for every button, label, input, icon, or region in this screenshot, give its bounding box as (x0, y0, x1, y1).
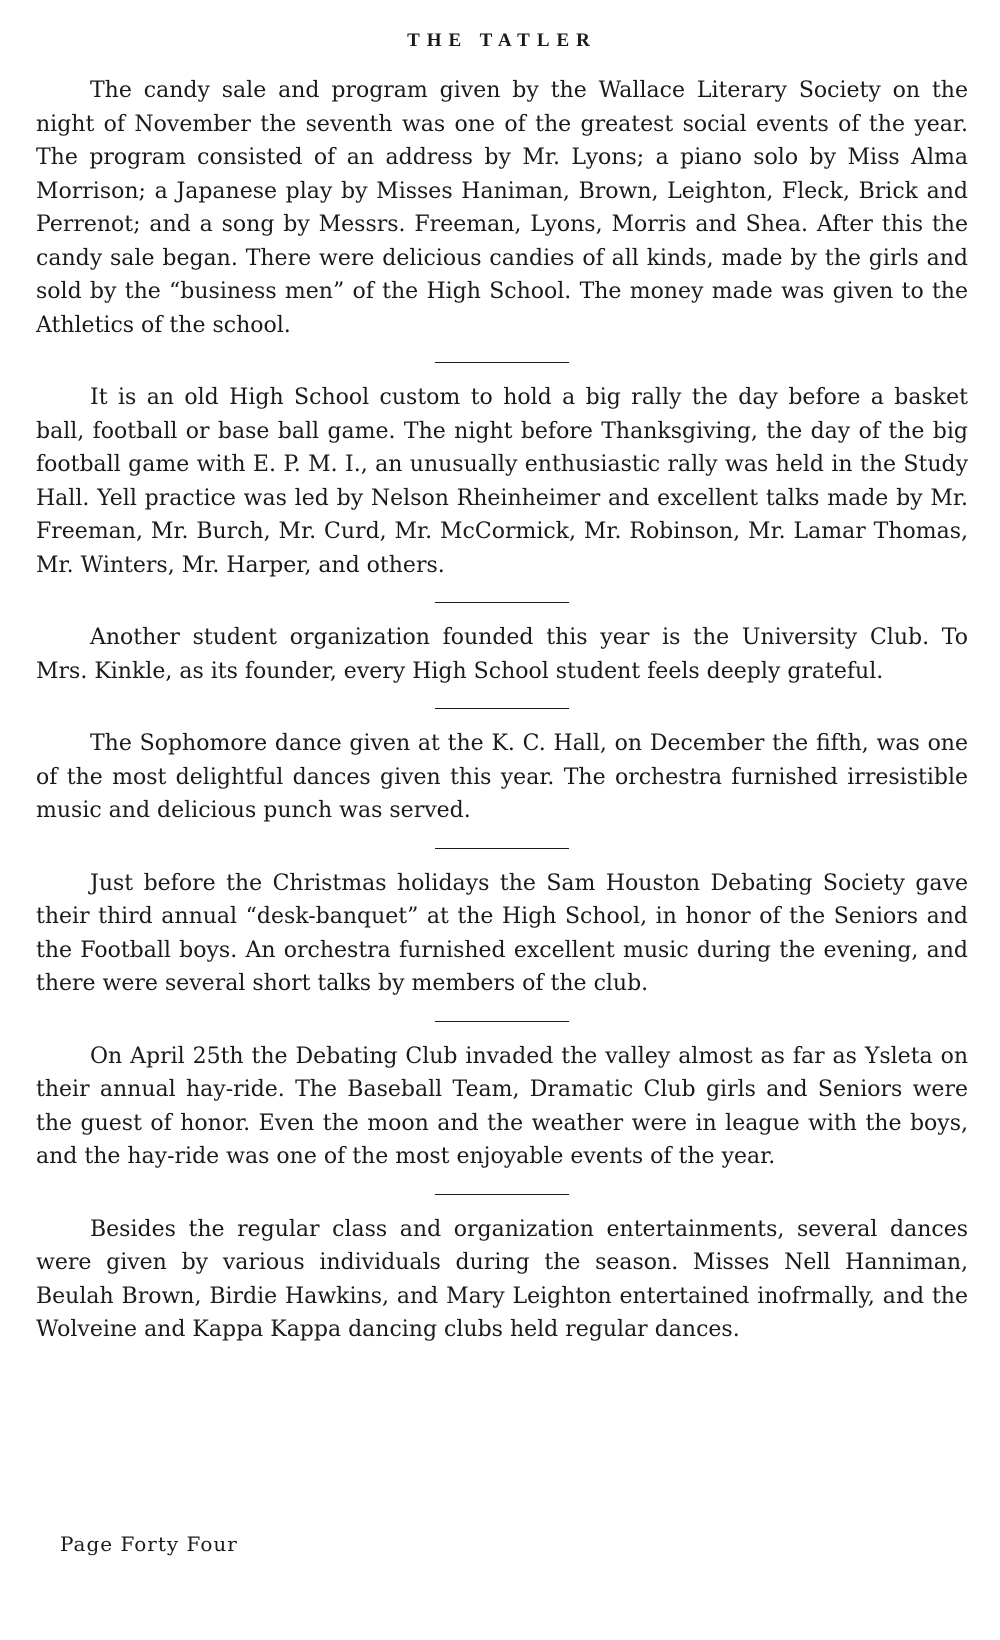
section-divider (435, 1021, 569, 1022)
paragraph-debating-banquet: Just before the Christmas holidays the Sam Houston Debating Society gave their third annual “desk-banquet” at the High School, in honor of the Seniors and the Football boys. An orchestra furnished excellent music during the evening, and there were several short talks by members of the club. (36, 870, 968, 996)
section-divider (435, 1194, 569, 1195)
paragraph-hay-ride: On April 25th the Debating Club invaded the valley almost as far as Ysleta on their annual hay-ride. The Baseball Team, Dramatic Club girls and Seniors were the guest of honor. Even the moon and the weather were in league with the boys, and the hay-ride was one of the most enjoyable events of the year. (36, 1043, 968, 1169)
section-divider (435, 362, 569, 363)
section-divider (435, 848, 569, 849)
paragraph-dances: Besides the regular class and organization entertainments, several dances were given by various individuals during the season. Misses Nell Hanniman, Beulah Brown, Birdie Hawkins, and Mary Leighton entertained inofrmally, and the Wolveine and Kappa Kappa dancing clubs held regular dances. (36, 1216, 968, 1342)
page-content (36, 30, 968, 1347)
paragraph-university-club: Another student organization founded this year is the University Club. To Mrs. Kinkle, as its founder, every High School student feels deeply grateful. (36, 625, 968, 684)
page-number: Page Forty Four (60, 1532, 238, 1556)
paragraph-sophomore-dance: The Sophomore dance given at the K. C. Hall, on December the fifth, was one of the most delightful dances given this year. The orchestra furnished irresistible music and delicious punch was served. (36, 731, 968, 823)
paragraph-rally: It is an old High School custom to hold a big rally the day before a basket ball, football or base ball game. The night before Thanksgiving, the day of the big football game with E. P. M. I., an unusually enthusiastic rally was held in the Study Hall. Yell practice was led by Nelson Rheinheimer and excellent talks made by Mr. Freeman, Mr. Burch, Mr. Curd, Mr. McCormick, Mr. Robinson, Mr. Lamar Thomas, Mr. Winters, Mr. Harper, and others. (36, 385, 968, 578)
section-divider (435, 708, 569, 709)
page-header: THE TATLER (407, 30, 597, 51)
paragraph-candy-sale: The candy sale and program given by the Wallace Literary Society on the night of November the seventh was one of the greatest social events of the year. The program consisted of an address by Mr. Lyons; a piano solo by Miss Alma Morrison; a Japanese play by Misses Haniman, Brown, Leighton, Fleck, Brick and Perrenot; and a song by Messrs. Freeman, Lyons, Morris and Shea. After this the candy sale began. There were delicious candies of all kinds, made by the girls and sold by the “business men” of the High School. The money made was given to the Athletics of the school. (36, 78, 968, 338)
section-divider (435, 602, 569, 603)
